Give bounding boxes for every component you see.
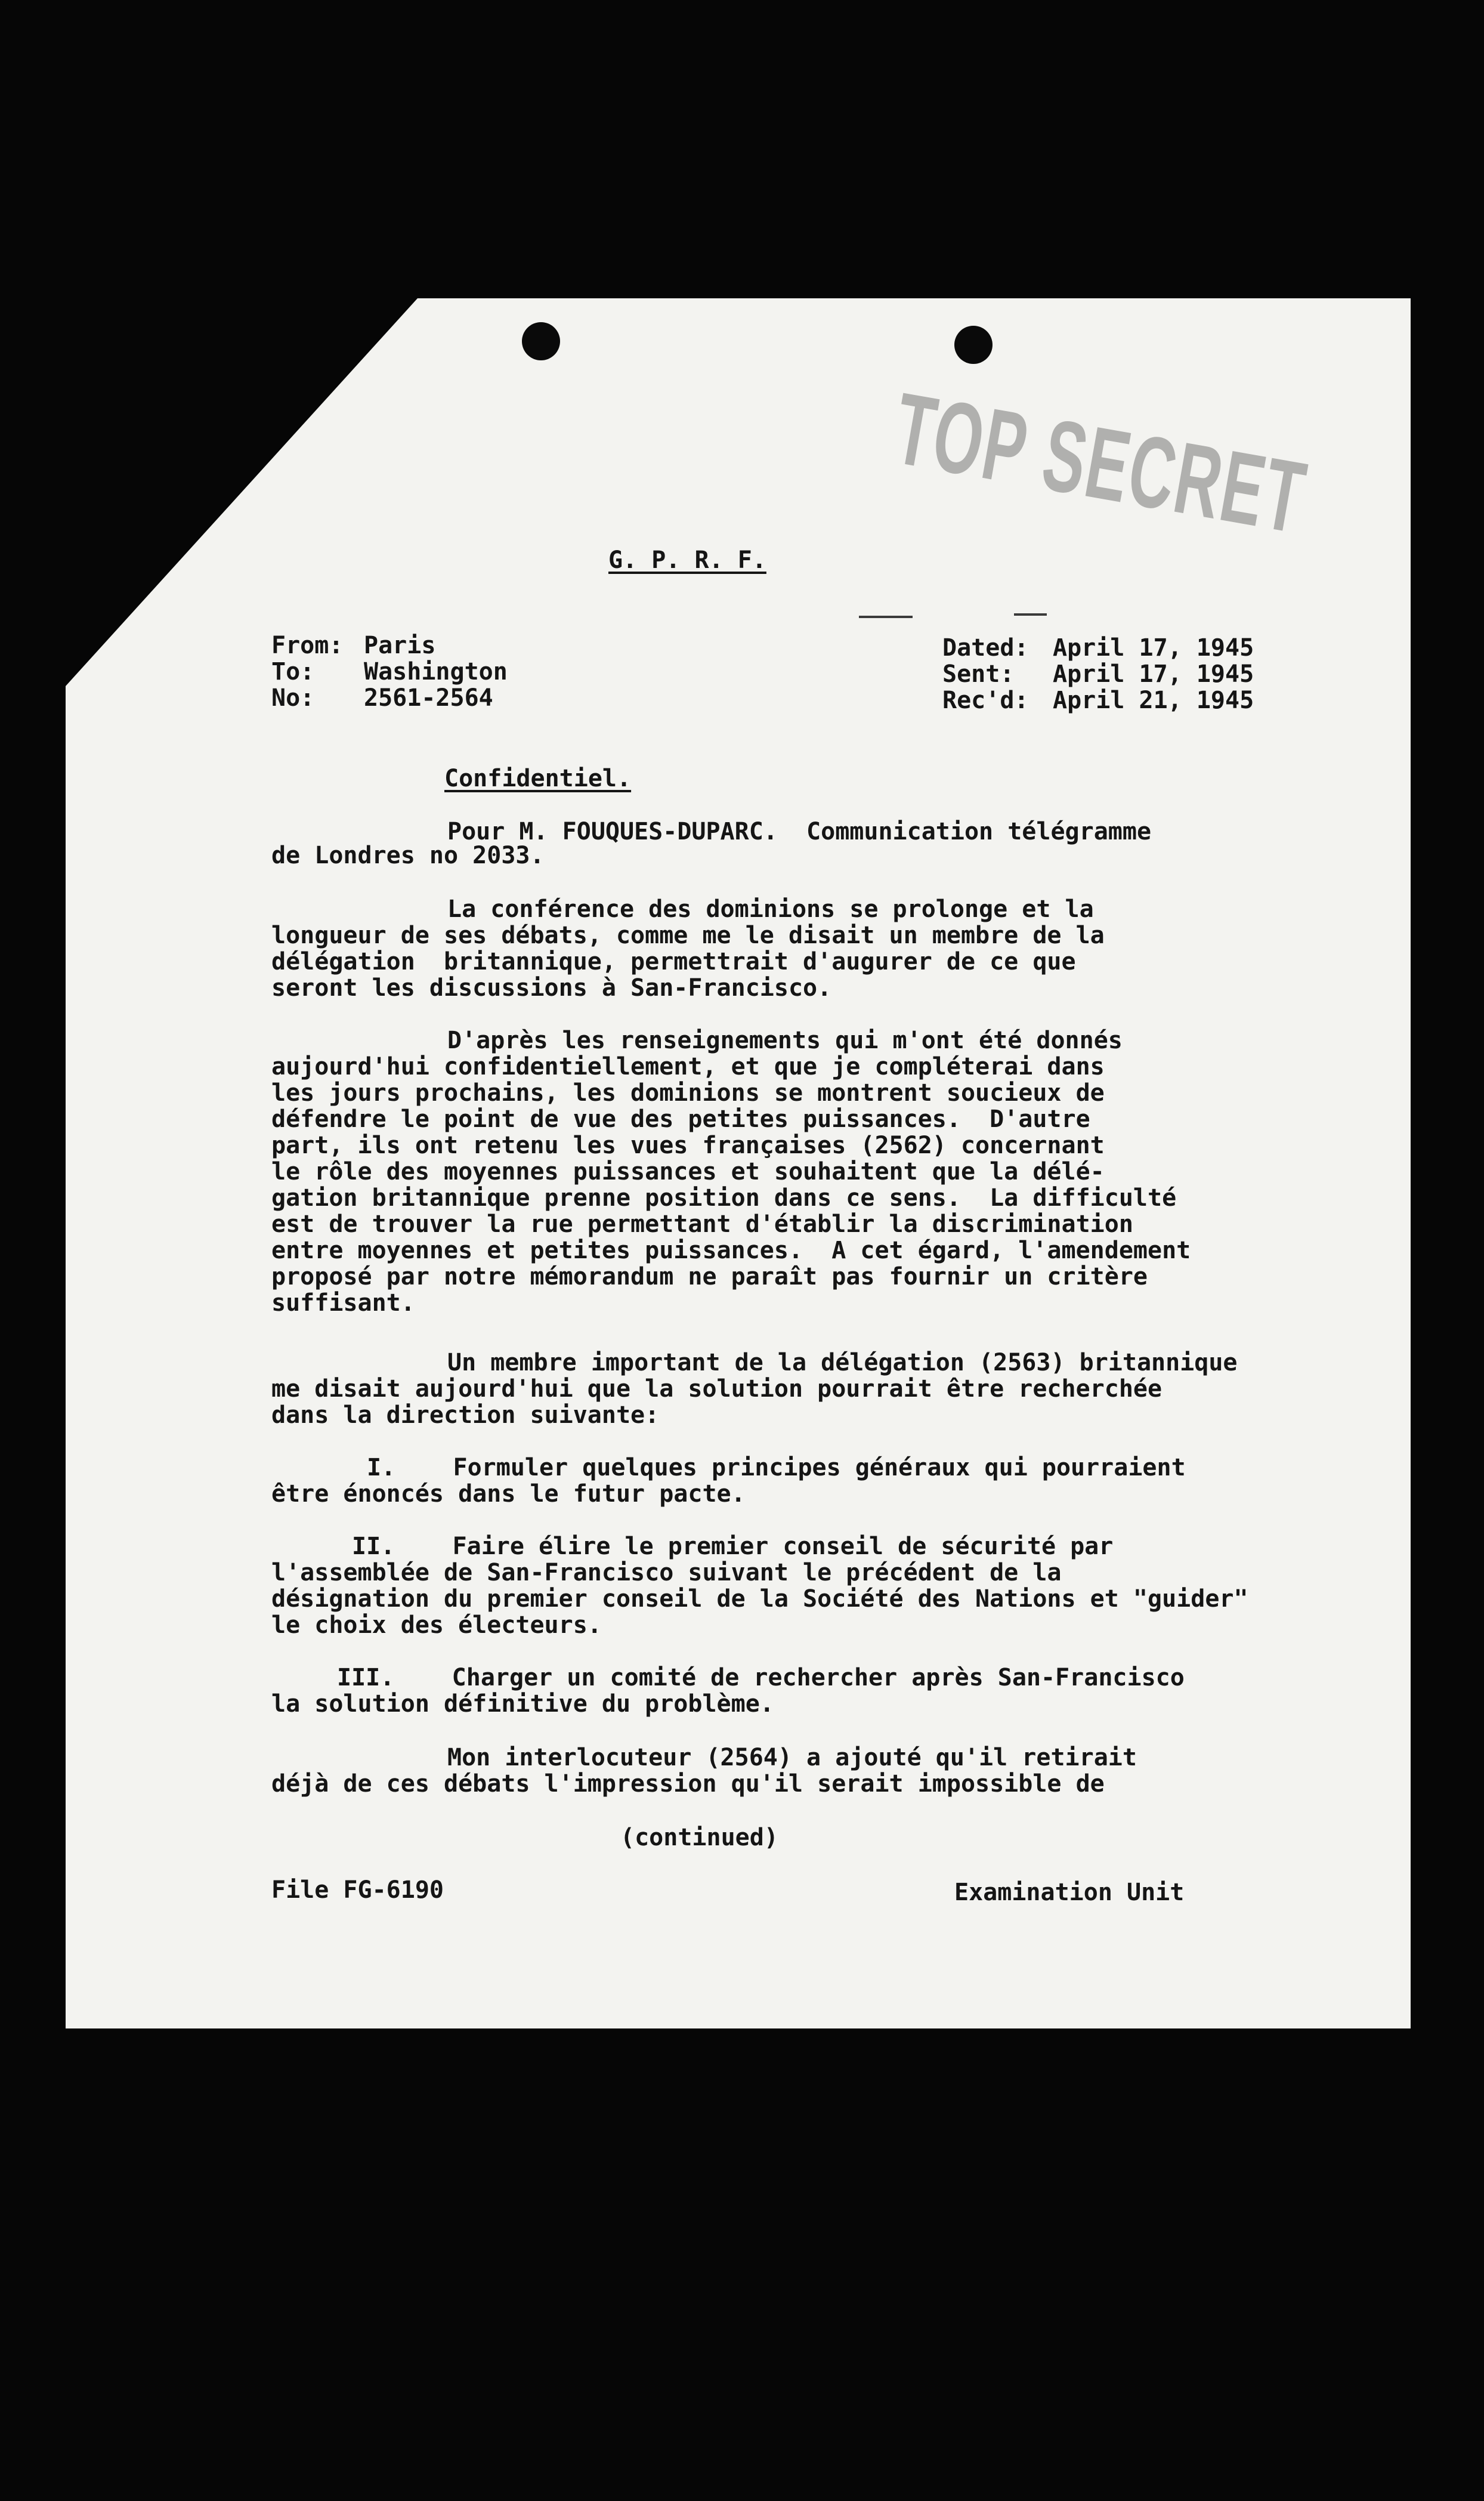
to-label: To: bbox=[271, 658, 315, 686]
no-label: No: bbox=[271, 684, 315, 712]
no-value: 2561-2564 bbox=[364, 684, 493, 712]
list-item-line: la solution définitive du problème. bbox=[271, 1690, 774, 1718]
body-line: les jours prochains, les dominions se montrent soucieux de bbox=[271, 1079, 1105, 1107]
list-item-line: II. Faire élire le premier conseil de sécurité par bbox=[352, 1533, 1114, 1560]
to-value: Washington bbox=[364, 658, 508, 686]
body-line: longueur de ses débats, comme me le disait un membre de la bbox=[271, 922, 1105, 949]
body-line: Pour M. FOUQUES-DUPARC. Communication télégramme bbox=[447, 818, 1152, 845]
body-line: La conférence des dominions se prolonge et la bbox=[447, 896, 1094, 923]
list-item-line: désignation du premier conseil de la Société des Nations et "guider" bbox=[271, 1585, 1248, 1613]
from-label: From: bbox=[271, 632, 344, 659]
dash-mark bbox=[859, 616, 913, 618]
body-line: suffisant. bbox=[271, 1289, 415, 1317]
agency-heading: G. P. R. F. bbox=[608, 546, 766, 574]
recd-value: April 21, 1945 bbox=[1053, 687, 1254, 714]
body-line: me disait aujourd'hui que la solution pourrait être recherchée bbox=[271, 1375, 1163, 1403]
body-line: défendre le point de vue des petites puissances. D'autre bbox=[271, 1106, 1090, 1133]
classification-heading: Confidentiel. bbox=[444, 765, 632, 792]
punch-hole bbox=[954, 326, 993, 364]
dated-label: Dated: bbox=[942, 634, 1029, 662]
list-item-line: être énoncés dans le futur pacte. bbox=[271, 1480, 746, 1508]
list-item-line: III. Charger un comité de rechercher après San-Francisco bbox=[337, 1664, 1185, 1691]
continued-note: (continued) bbox=[620, 1824, 778, 1851]
punch-hole bbox=[522, 322, 560, 360]
list-item-line: I. Formuler quelques principes généraux qui pourraient bbox=[367, 1454, 1186, 1481]
body-line: seront les discussions à San-Francisco. bbox=[271, 974, 832, 1002]
body-line: de Londres no 2033. bbox=[271, 842, 545, 869]
body-line: délégation britannique, permettrait d'augurer de ce que bbox=[271, 948, 1076, 975]
body-line: proposé par notre mémorandum ne paraît pas fournir un critère bbox=[271, 1263, 1148, 1290]
body-line: entre moyennes et petites puissances. A cet égard, l'amendement bbox=[271, 1237, 1191, 1264]
body-line: déjà de ces débats l'impression qu'il serait impossible de bbox=[271, 1770, 1105, 1798]
dated-value: April 17, 1945 bbox=[1053, 634, 1254, 662]
body-line: dans la direction suivante: bbox=[271, 1401, 660, 1429]
body-line: Mon interlocuteur (2564) a ajouté qu'il retirait bbox=[447, 1744, 1137, 1771]
dash-mark bbox=[1014, 613, 1047, 616]
from-value: Paris bbox=[364, 632, 436, 659]
body-line: gation britannique prenne position dans ce sens. La difficulté bbox=[271, 1184, 1177, 1212]
list-item-line: l'assemblée de San-Francisco suivant le précédent de la bbox=[271, 1559, 1062, 1586]
sent-label: Sent: bbox=[942, 660, 1015, 688]
recd-label: Rec'd: bbox=[942, 687, 1029, 714]
body-line: D'après les renseignements qui m'ont été donnés bbox=[447, 1027, 1123, 1054]
examination-unit: Examination Unit bbox=[954, 1879, 1185, 1906]
body-line: part, ils ont retenu les vues françaises (2562) concernant bbox=[271, 1132, 1105, 1159]
sent-value: April 17, 1945 bbox=[1053, 660, 1254, 688]
top-secret-stamp: TOP SECRET bbox=[886, 371, 1315, 555]
file-number: File FG-6190 bbox=[271, 1876, 444, 1904]
body-line: aujourd'hui confidentiellement, et que je compléterai dans bbox=[271, 1053, 1105, 1080]
body-line: Un membre important de la délégation (2563) britannique bbox=[447, 1349, 1238, 1376]
body-line: le rôle des moyennes puissances et souhaitent que la délé- bbox=[271, 1158, 1105, 1185]
list-item-line: le choix des électeurs. bbox=[271, 1611, 602, 1639]
body-line: est de trouver la rue permettant d'établir la discrimination bbox=[271, 1211, 1133, 1238]
